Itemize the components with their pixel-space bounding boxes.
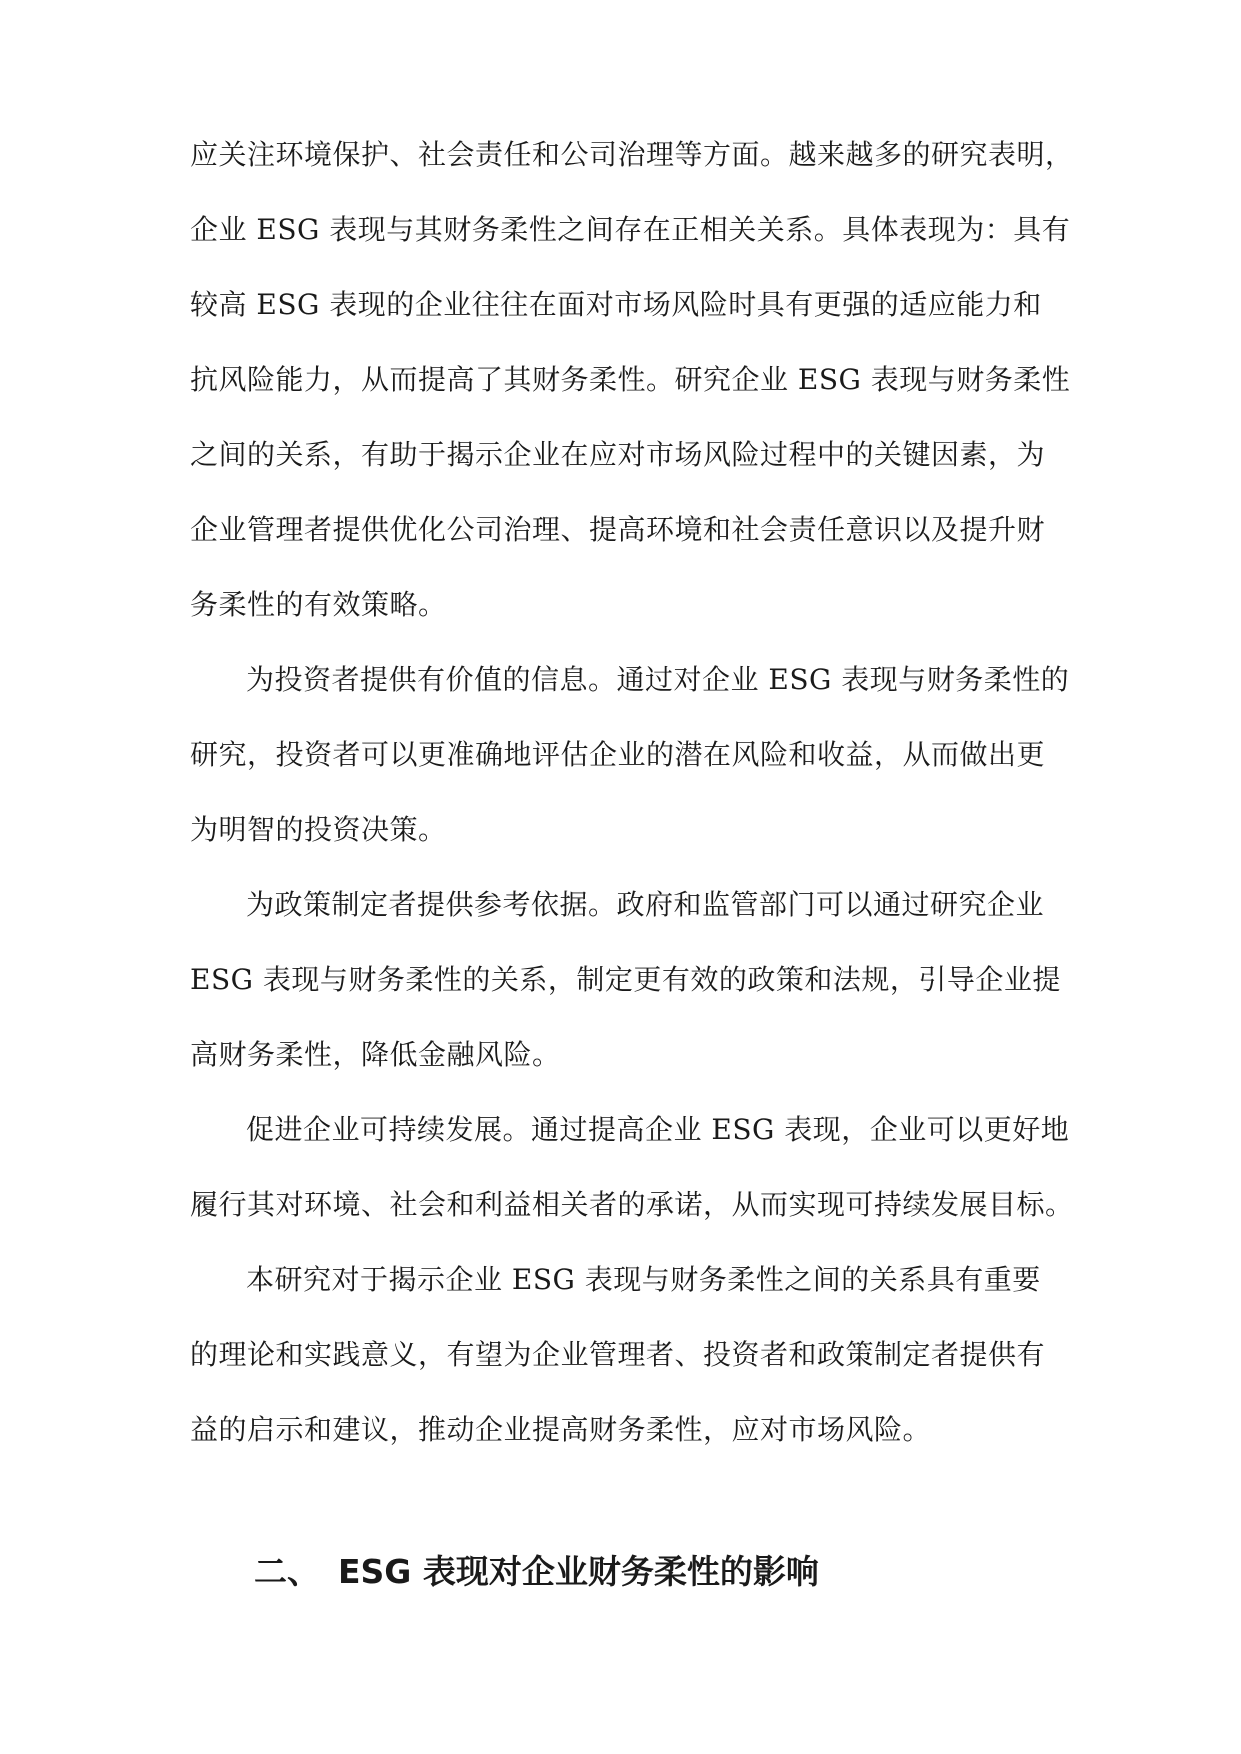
paragraph-4-line-1: 促进企业可持续发展。通过提高企业 ESG 表现，企业可以更好地	[246, 1113, 1070, 1146]
section-heading-title: ESG 表现对企业财务柔性的影响	[338, 1552, 819, 1591]
paragraph-1-line-4: 抗风险能力，从而提高了其财务柔性。研究企业 ESG 表现与财务柔性	[190, 363, 1071, 396]
paragraph-2-line-3: 为明智的投资决策。	[190, 813, 447, 846]
paragraph-3-line-1: 为政策制定者提供参考依据。政府和监管部门可以通过研究企业	[246, 888, 1045, 921]
paragraph-1-line-2: 企业 ESG 表现与其财务柔性之间存在正相关关系。具体表现为：具有	[190, 213, 1071, 246]
paragraph-5-line-2: 的理论和实践意义，有望为企业管理者、投资者和政策制定者提供有	[190, 1338, 1046, 1371]
paragraph-1-line-5: 之间的关系，有助于揭示企业在应对市场风险过程中的关键因素，为	[190, 438, 1046, 471]
paragraph-2-line-2: 研究，投资者可以更准确地评估企业的潜在风险和收益，从而做出更	[190, 738, 1046, 771]
section-heading	[254, 1548, 1054, 1596]
paragraph-3-line-3: 高财务柔性，降低金融风险。	[190, 1038, 561, 1071]
paragraph-5-line-1: 本研究对于揭示企业 ESG 表现与财务柔性之间的关系具有重要	[246, 1263, 1041, 1296]
paragraph-1-line-1: 应关注环境保护、社会责任和公司治理等方面。越来越多的研究表明，	[190, 138, 1074, 171]
paragraph-1-line-6: 企业管理者提供优化公司治理、提高环境和社会责任意识以及提升财	[190, 513, 1046, 546]
paragraph-1-line-7: 务柔性的有效策略。	[190, 588, 447, 621]
section-heading-number: 二、	[254, 1552, 320, 1591]
paragraph-5-line-3: 益的启示和建议，推动企业提高财务柔性，应对市场风险。	[190, 1413, 932, 1446]
paragraph-1-line-3: 较高 ESG 表现的企业往往在面对市场风险时具有更强的适应能力和	[190, 288, 1042, 321]
paragraph-4-line-2: 履行其对环境、社会和利益相关者的承诺，从而实现可持续发展目标。	[190, 1188, 1074, 1221]
paragraph-3-line-2: ESG 表现与财务柔性的关系，制定更有效的政策和法规，引导企业提	[190, 963, 1061, 996]
paragraph-2-line-1: 为投资者提供有价值的信息。通过对企业 ESG 表现与财务柔性的	[246, 663, 1070, 696]
